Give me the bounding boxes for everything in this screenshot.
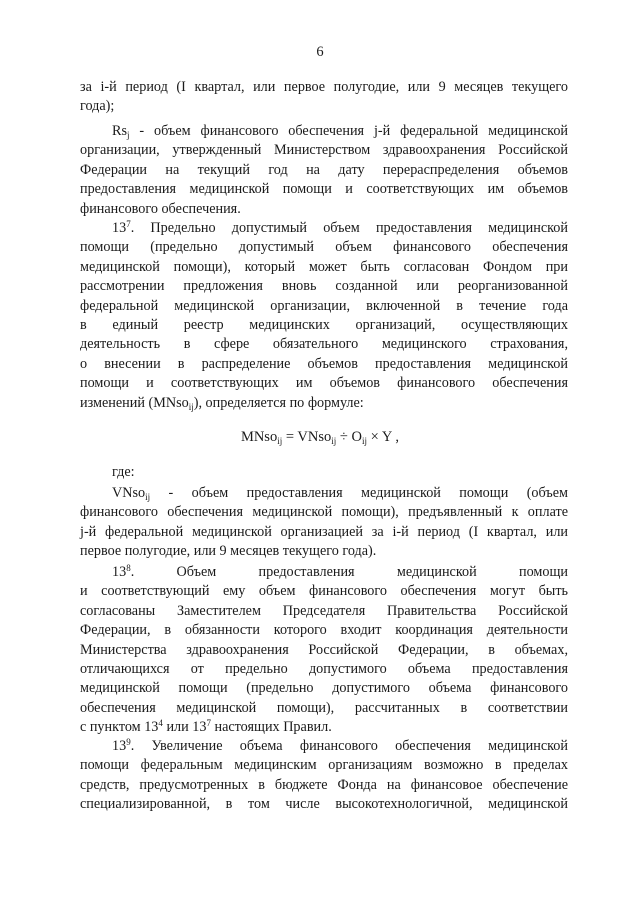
text-line: средств, предусмотренных в бюджете Фонда на финансовое обеспечение [80, 776, 568, 793]
text-line: Федерации на текущий год на дату перераспределения объемов [80, 161, 568, 178]
text-line: $13^7$. Предельно допустимый объем предоставления медицинской [112, 219, 568, 236]
rs-symbol: $Rs_j$ [112, 123, 130, 140]
text-line: Министерства здравоохранения Российской Федерации, в объемах, [80, 641, 568, 658]
text-line: помощи и соответствующих им объемов финансового обеспечения [80, 375, 568, 392]
text-line: $13^9$. Увеличение объема финансового обеспечения медицинской [112, 737, 568, 754]
text-line: в единый реестр медицинских организаций, осуществляющих [80, 317, 568, 334]
text-line: года); [80, 98, 115, 115]
text-line: отличающихся от предельно допустимого объема предоставления [80, 661, 568, 678]
text-line: деятельность в сфере обязательного медицинского страхования, [80, 336, 568, 353]
intro-paragraph [80, 78, 568, 117]
text-line: согласованы Заместителем Председателя Правительства Российской [80, 602, 568, 619]
paragraph-13-9 [80, 737, 568, 815]
text-line: рассмотрении предложения вновь созданной или реорганизованной [80, 278, 568, 295]
text-line: организации, утвержденный Министерством здравоохранения Российской [80, 142, 568, 159]
text-line: за i-й период (I квартал, или первое полугодие, или 9 месяцев текущего [80, 79, 568, 95]
text-line: медицинской помощи (предельно допустимого объема финансового [80, 680, 568, 697]
rs-definition [80, 122, 568, 219]
text-line: $Rs_j$ - объем финансового обеспечения j-й федеральной медицинской [112, 123, 569, 140]
text-line: специализированной, в том числе высокотехнологичной, медицинской [80, 796, 568, 813]
text-line: и соответствующий ему объем финансового обеспечения могут быть [80, 583, 568, 600]
text-line: Федерации, в обязанности которого входит координация деятельности [80, 622, 568, 639]
where-label: где: [112, 464, 135, 480]
text-line: о внесении в распределение объемов предоставления медицинской [80, 355, 568, 372]
text-line: помощи федеральным медицинским организациям возможно в пределах [80, 757, 568, 774]
text-line: VNso$_{ij}$ - объем предоставления медицинской помощи (объем [112, 485, 568, 502]
vnso-definition [80, 484, 568, 562]
formula: MNso$_{ij}$ = VNso$_{ij}$ ÷ $O_{ij} \times Y$ , [240, 429, 400, 446]
text-line: помощи (предельно допустимый объем финансового обеспечения [80, 239, 568, 256]
text-line: j-й федеральной медицинской организацией за i-й период (I квартал, или [80, 523, 568, 540]
text-line: обеспечения медицинской помощи), рассчитанных в соответствии [80, 699, 568, 716]
text-line: финансового обеспечения медицинской помощи), предъявленный к оплате [80, 504, 568, 521]
text-line: изменений (MNso$_{ij}$), определяется по формуле: [80, 394, 364, 412]
text-line: $13^8$. Объем предоставления медицинской помощи [112, 563, 568, 580]
text-line: федеральной медицинской организации, включенной в течение года [80, 297, 568, 314]
text-line: предоставления медицинской помощи и соответствующих им объемов [80, 181, 568, 198]
paragraph-13-7 [80, 219, 568, 413]
paragraph-13-8 [80, 563, 568, 738]
text-line: с пунктом $13^4$ или $13^7$ настоящих Правил. [80, 718, 332, 736]
text-line: первое полугодие, или 9 месяцев текущего года). [80, 543, 377, 560]
text-line: финансового обеспечения. [80, 200, 241, 217]
page-number: 6 [316, 44, 324, 60]
text-line: медицинской помощи), который может быть согласован Фондом при [80, 258, 568, 275]
